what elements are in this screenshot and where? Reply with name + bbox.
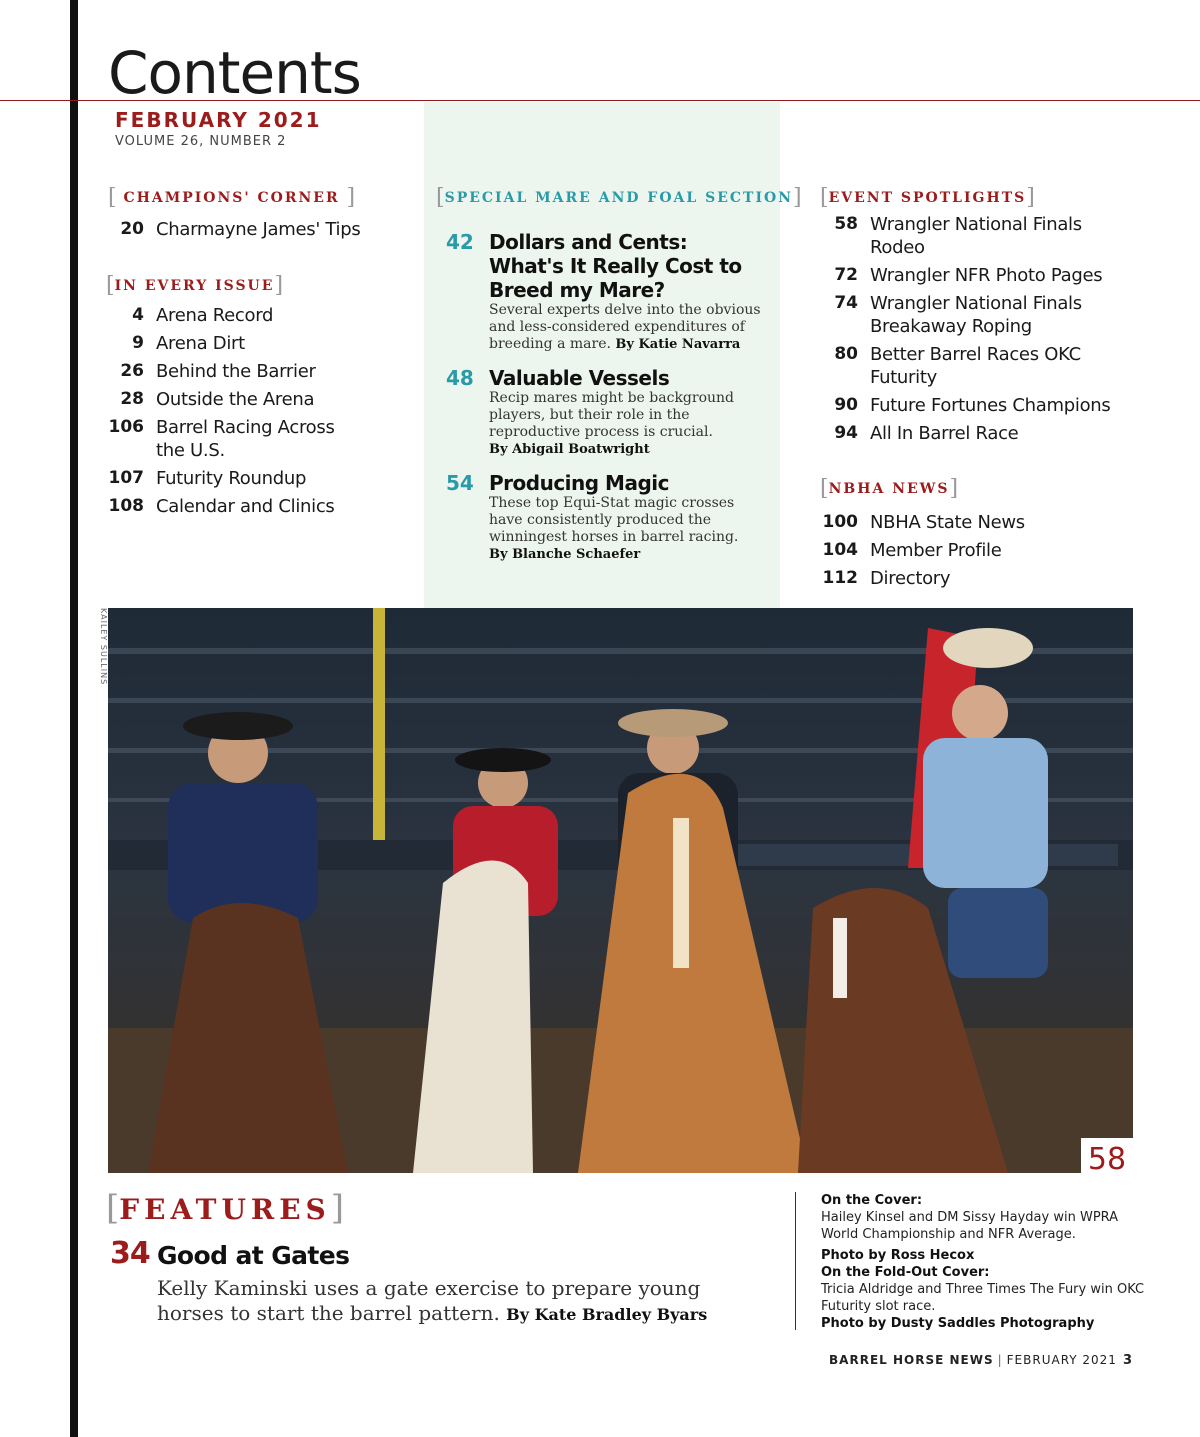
toc-title: Future Fortunes Champions	[870, 395, 1111, 416]
toc-title: All In Barrel Race	[870, 423, 1019, 444]
toc-item[interactable]	[820, 567, 1140, 590]
toc-title: NBHA State News	[870, 512, 1025, 533]
feature-page-number: 48	[446, 366, 474, 390]
feature-page-number: 54	[446, 471, 474, 495]
on-the-cover-text: Hailey Kinsel and DM Sissy Hayday win WPRA World Championship and NFR Average.	[821, 1210, 1119, 1242]
on-the-cover-label: On the Cover:	[821, 1193, 923, 1208]
toc-page-number: 72	[834, 265, 858, 285]
toc-page-number: 104	[822, 540, 858, 560]
toc-page-number: 100	[822, 512, 858, 532]
toc-item[interactable]	[820, 394, 1140, 417]
nbha-news-label: [NBHA NEWS]	[820, 476, 959, 501]
toc-item[interactable]	[106, 304, 406, 327]
toc-page-number: 26	[120, 361, 144, 381]
event-spotlights-label: [EVENT SPOTLIGHTS]	[820, 185, 1035, 210]
cover-story-byline: By Kate Bradley Byars	[506, 1305, 708, 1324]
toc-item[interactable]	[820, 213, 1140, 259]
toc-title: Arena Dirt	[156, 333, 245, 354]
toc-title: Wrangler National Finals Rodeo	[870, 214, 1082, 258]
toc-page-number: 108	[108, 496, 144, 516]
cover-story-title[interactable]: Good at Gates	[157, 1241, 350, 1270]
features-label-text: FEATURES	[119, 1193, 331, 1226]
photo-credit: KAILEY SULLINS	[99, 608, 108, 686]
footer-magazine-name: BARREL HORSE NEWS	[829, 1353, 994, 1367]
features-label: [FEATURES]	[106, 1188, 345, 1228]
champions-corner-list	[108, 218, 408, 246]
in-every-issue-list	[106, 304, 406, 523]
toc-title: Outside the Arena	[156, 389, 315, 410]
toc-item[interactable]	[106, 495, 406, 518]
toc-title: Wrangler National Finals Breakaway Roping	[870, 293, 1082, 337]
toc-item[interactable]	[106, 332, 406, 355]
nbha-news-list	[820, 511, 1140, 595]
toc-item[interactable]	[820, 511, 1140, 534]
champions-corner-label: [ CHAMPIONS' CORNER ]	[108, 185, 356, 210]
foldout-cover-text: Tricia Aldridge and Three Times The Fury win OKC Futurity slot race.	[821, 1282, 1145, 1314]
event-spotlights-list	[820, 213, 1140, 450]
page-footer: BARREL HORSE NEWS | FEBRUARY 2021 3	[829, 1353, 1133, 1368]
feature-page-number: 42	[446, 230, 474, 254]
toc-title: Arena Record	[156, 305, 274, 326]
cover-story-page-number: 34	[110, 1236, 150, 1271]
footer-date: FEBRUARY 2021	[1006, 1353, 1117, 1367]
rodeo-riders-photo[interactable]	[108, 608, 1133, 1173]
toc-title: Calendar and Clinics	[156, 496, 335, 517]
toc-title: Wrangler NFR Photo Pages	[870, 265, 1103, 286]
toc-page-number: 112	[822, 568, 858, 588]
toc-page-number: 20	[120, 219, 144, 239]
toc-item[interactable]	[108, 218, 408, 241]
toc-title: Behind the Barrier	[156, 361, 316, 382]
toc-item[interactable]	[820, 422, 1140, 445]
issue-date: FEBRUARY 2021	[115, 108, 322, 132]
cover-story-desc-text: Kelly Kaminski uses a gate exercise to prepare young horses to start the barrel pattern.	[157, 1276, 701, 1325]
feature-title: Producing Magic	[489, 471, 669, 495]
toc-page-number: 9	[132, 333, 144, 353]
feature-desc-text: These top Equi-Stat magic crosses have consistently produced the winningest horses in barrel racing.	[489, 495, 739, 545]
feature-byline: By Blanche Schaefer	[489, 547, 641, 562]
in-every-issue-label: [IN EVERY ISSUE]	[106, 273, 284, 298]
feature-description	[489, 390, 766, 458]
feature-dollars-and-cents[interactable]	[446, 230, 766, 353]
toc-item[interactable]	[106, 388, 406, 411]
feature-valuable-vessels[interactable]	[446, 366, 766, 458]
toc-page-number: 106	[108, 417, 144, 437]
toc-page-number: 90	[834, 395, 858, 415]
toc-page-number: 94	[834, 423, 858, 443]
toc-title: Futurity Roundup	[156, 468, 307, 489]
event-spotlights-label-text: EVENT SPOTLIGHTS	[828, 190, 1027, 206]
toc-item[interactable]	[820, 539, 1140, 562]
toc-item[interactable]	[106, 360, 406, 383]
toc-title: Better Barrel Races OKC Futurity	[870, 344, 1081, 388]
feature-title: Dollars and Cents: What's It Really Cost to Breed my Mare?	[489, 230, 742, 302]
foldout-cover-label: On the Fold-Out Cover:	[821, 1265, 990, 1280]
feature-producing-magic[interactable]	[446, 471, 766, 563]
feature-description	[489, 495, 766, 563]
feature-desc-text: Several experts delve into the obvious and less-considered expenditures of breeding a mare.	[489, 302, 761, 352]
toc-item[interactable]	[820, 292, 1140, 338]
footer-page-number: 3	[1122, 1353, 1133, 1368]
special-section-label: [SPECIAL MARE AND FOAL SECTION]	[436, 185, 802, 210]
toc-page-number: 4	[132, 305, 144, 325]
cover-info-block	[795, 1192, 1155, 1330]
rodeo-photo-illustration	[108, 608, 1133, 1173]
volume-number: VOLUME 26, NUMBER 2	[115, 134, 287, 149]
feature-desc-text: Recip mares might be background players, but their role in the reproductive process is crucial.	[489, 390, 735, 440]
toc-page-number: 58	[834, 214, 858, 234]
page-title: Contents	[108, 39, 361, 107]
toc-item[interactable]	[820, 264, 1140, 287]
toc-page-number: 28	[120, 389, 144, 409]
nbha-news-label-text: NBHA NEWS	[828, 481, 950, 497]
toc-title: Charmayne James' Tips	[156, 219, 361, 240]
cover-story-description	[157, 1276, 757, 1327]
feature-byline: By Abigail Boatwright	[489, 442, 650, 457]
page-spine-bar	[70, 0, 78, 1437]
special-section-label-text: SPECIAL MARE AND FOAL SECTION	[444, 190, 793, 206]
toc-page-number: 74	[834, 293, 858, 313]
feature-byline: By Katie Navarra	[615, 337, 741, 352]
toc-title: Barrel Racing Across the U.S.	[156, 417, 335, 461]
toc-page-number: 107	[108, 468, 144, 488]
toc-title: Member Profile	[870, 540, 1002, 561]
in-every-issue-label-text: IN EVERY ISSUE	[114, 278, 275, 294]
toc-item[interactable]	[820, 343, 1140, 389]
feature-description	[489, 302, 766, 353]
toc-title: Directory	[870, 568, 951, 589]
feature-title: Valuable Vessels	[489, 366, 670, 390]
foldout-photo-credit: Photo by Dusty Saddles Photography	[821, 1316, 1095, 1331]
toc-item[interactable]	[106, 467, 406, 490]
cover-photo-credit: Photo by Ross Hecox	[821, 1248, 975, 1263]
toc-item[interactable]	[106, 416, 406, 462]
photo-page-reference: 58	[1081, 1138, 1133, 1180]
toc-page-number: 80	[834, 344, 858, 364]
champions-corner-label-text: CHAMPIONS' CORNER	[123, 190, 340, 206]
